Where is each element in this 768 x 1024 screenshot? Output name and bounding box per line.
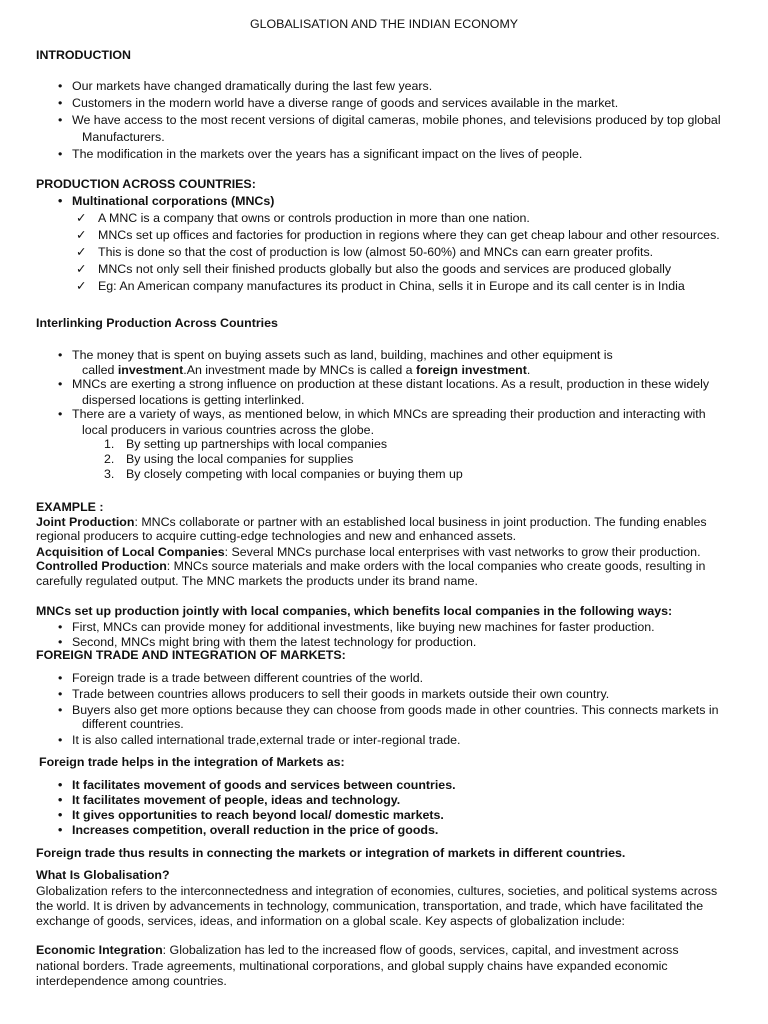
foreign-trade-continuation: different countries. [82,717,184,731]
document-title: GLOBALISATION AND THE INDIAN ECONOMY [249,17,519,31]
list-item: • The modification in the markets over the years has a significant impact on the lives of people. [36,147,736,162]
list-item: • It facilitates movement of goods and services between countries. [36,778,736,793]
check-item: ✓ A MNC is a company that owns or controls production in more than one nation. [76,211,530,225]
check-item: ✓ MNCs set up offices and factories for production in regions where they can get cheap labour and other resources. [76,228,720,242]
economic-integration-para: Economic Integration: Globalization has led to the increased flow of goods, services, capital, and investment across [36,943,679,957]
check-icon: ✓ [76,279,87,293]
intro-heading: INTRODUCTION [36,48,131,62]
list-item: • The money that is spent on buying assets such as land, building, machines and other equipment is [36,348,736,363]
check-item: ✓ This is done so that the cost of production is low (almost 50-60%) and MNCs can earn greater profits. [76,245,654,259]
controlled-production-para-l2: carefully regulated output. The MNC markets the products under its brand name. [36,574,478,588]
acquisition-para: Acquisition of Local Companies: Several MNCs purchase local enterprises with vast networks to grow their production. [36,545,701,559]
economic-integration-l3: interdependence among countries. [36,974,227,988]
mnc-list [36,194,736,209]
numbered-item: 1. By setting up partnerships with local companies [104,437,388,451]
list-item: • Multinational corporations (MNCs) [36,194,736,209]
mnc-checklist [36,211,746,296]
check-icon: ✓ [76,262,87,276]
interlinking-b1-l2: called investment.An investment made by MNCs is called a foreign investment. [82,363,531,377]
numbered-item: 3. By closely competing with local companies or buying them up [104,467,463,481]
foreign-trade-heading: FOREIGN TRADE AND INTEGRATION OF MARKETS: [36,648,346,662]
list-item: • Second, MNCs might bring with them the latest technology for production. [36,635,736,650]
list-item: • Foreign trade is a trade between different countries of the world. [36,671,736,687]
interlinking-heading: Interlinking Production Across Countries [36,316,278,330]
foreign-trade-list [36,671,736,718]
joint-production-para: Joint Production: MNCs collaborate or partner with an established local business in joint production. The funding enables [36,515,707,529]
numbered-list [36,437,736,482]
numbered-item: 2. By using the local companies for supplies [104,452,354,466]
integration-heading: Foreign trade helps in the integration of Markets as: [39,755,345,769]
economic-integration-l2: national borders. Trade agreements, multinational corporations, and global supply chains have expanded economic [36,959,668,973]
integration-list [36,778,736,838]
check-icon: ✓ [76,245,87,259]
list-item: • Increases competition, overall reduction in the price of goods. [36,823,736,838]
globalisation-para-l2: the world. It is driven by advancements in technology, communication, transportation, and trade, which have facilitated the [36,899,704,913]
intro-continuation: Manufacturers. [82,130,165,144]
globalisation-heading: What Is Globalisation? [36,868,170,882]
foreign-trade-list-2 [36,733,736,748]
intro-list [36,79,736,130]
globalisation-para-l1: Globalization refers to the interconnectedness and integration of economies, cultures, societies, and political systems across [36,884,718,898]
list-item: • Buyers also get more options because they can choose from goods made in other countries. This connects markets in [36,703,736,718]
benefits-heading: MNCs set up production jointly with local companies, which benefits local companies in the following ways: [36,604,673,618]
list-item: • Our markets have changed dramatically during the last few years. [36,79,736,96]
list-item: • MNCs are exerting a strong influence on production at these distant locations. As a result, production in these widely [36,377,736,392]
integration-conclusion: Foreign trade thus results in connecting the markets or integration of markets in different countries. [36,846,626,860]
list-item: • It is also called international trade,external trade or inter-regional trade. [36,733,736,748]
interlinking-list [36,348,736,363]
benefits-list [36,620,736,650]
list-item: • We have access to the most recent versions of digital cameras, mobile phones, and televisions produced by top global [36,113,736,130]
list-item: • It facilitates movement of people, ideas and technology. [36,793,736,808]
list-item: • There are a variety of ways, as mentioned below, in which MNCs are spreading their production and interacting with [36,407,736,422]
interlinking-list-3 [36,407,736,422]
interlinking-list-2 [36,377,736,392]
check-icon: ✓ [76,228,87,242]
check-icon: ✓ [76,211,87,225]
list-item: • Trade between countries allows producers to sell their goods in markets outside their own country. [36,687,736,703]
production-heading: PRODUCTION ACROSS COUNTRIES: [36,177,256,191]
intro-list-2 [36,147,736,162]
controlled-production-para: Controlled Production: MNCs source materials and make orders with the local companies who create goods, resulting in [36,559,706,573]
list-item: • Customers in the modern world have a diverse range of goods and services available in the market. [36,96,736,113]
interlinking-b3-l2: local producers in various countries across the globe. [82,423,375,437]
list-item: • It gives opportunities to reach beyond local/ domestic markets. [36,808,736,823]
check-item: ✓ Eg: An American company manufactures its product in China, sells it in Europe and its call center is in India [76,279,685,293]
interlinking-b2-l2: dispersed locations is getting interlinked. [82,393,305,407]
list-item: • First, MNCs can provide money for additional investments, like buying new machines for faster production. [36,620,736,635]
check-item: ✓ MNCs not only sell their finished products globally but also the goods and services are produced globally [76,262,672,276]
globalisation-para-l3: exchange of goods, services, ideas, and information on a global scale. Key aspects of globalization include: [36,914,625,928]
example-heading: EXAMPLE : [36,500,104,514]
joint-production-para-l2: regional producers to acquire cutting-edge technologies and new and enhanced assets. [36,529,517,543]
